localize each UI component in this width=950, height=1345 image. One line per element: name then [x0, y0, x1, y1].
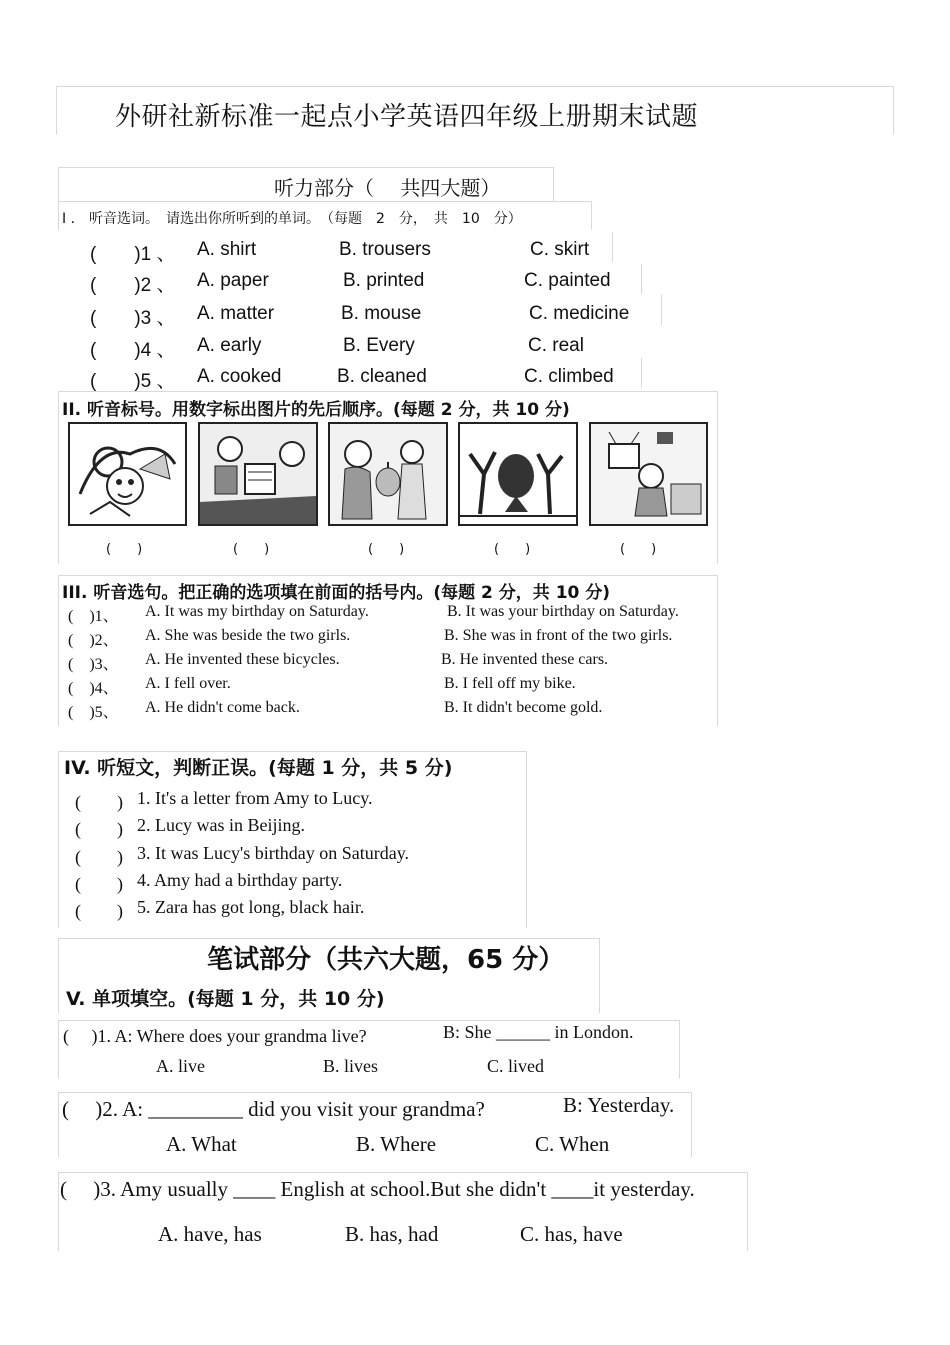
written-header: 笔试部分（共六大题，65 分） — [207, 945, 565, 975]
sec4-item-5-text: 5. Zara has got long, black hair. — [137, 897, 365, 917]
q3-stem: ( )3. Amy usually ____ English at school.But she didn't ____it yesterday. — [60, 1177, 695, 1201]
sec1-item-5-c: C. climbed — [524, 366, 614, 387]
sec1-item-1-c: C. skirt — [530, 239, 590, 260]
sec2-paren-5[interactable]: ( ) — [620, 542, 657, 557]
sec4-item-4-text: 4. Amy had a birthday party. — [137, 870, 343, 890]
giving-gift-picture — [328, 422, 448, 526]
sec1-heading: I ． 听音选词。 请选出你所听到的单词。 （每题 2 分， 共 10 分） — [62, 211, 522, 227]
sec4-heading: IV. 听短文，判断正误。(每题 1 分，共 5 分) — [64, 757, 453, 779]
sec3-item-4-a: A. I fell over. — [145, 675, 231, 692]
q2-b-part: B: Yesterday. — [563, 1093, 675, 1117]
classroom-picture — [198, 422, 318, 526]
sec1-item-2-c: C. painted — [524, 270, 611, 291]
q2-option-b[interactable]: B. Where — [356, 1132, 437, 1156]
sec1-row-edge-1 — [612, 232, 613, 262]
sec3-item-1-b: B. It was your birthday on Saturday. — [447, 603, 679, 620]
sec4-item-2-paren[interactable]: ( ) — [75, 819, 123, 839]
sec3-item-2-a: A. She was beside the two girls. — [145, 627, 351, 644]
tv-room-picture — [589, 422, 708, 526]
sec3-item-2-num: ( )2、 — [68, 632, 119, 649]
sec3-item-5-a: A. He didn't come back. — [145, 699, 300, 716]
sec1-item-1-paren: ( )1 、 — [90, 244, 176, 265]
sec3-item-5-num: ( )5、 — [68, 704, 119, 721]
q1-option-c[interactable]: C. lived — [487, 1056, 544, 1076]
sec1-item-5-a: A. cooked — [197, 366, 282, 387]
sec4-item-3-paren[interactable]: ( ) — [75, 847, 123, 867]
sec2-heading: II. 听音标号。用数字标出图片的先后顺序。(每题 2 分，共 10 分) — [62, 400, 570, 420]
q2-option-c[interactable]: C. When — [535, 1132, 610, 1156]
page-title: 外研社新标准一起点小学英语四年级上册期末试题 — [115, 102, 699, 132]
sec1-item-2-a: A. paper — [197, 270, 269, 291]
q1-option-a[interactable]: A. live — [156, 1056, 205, 1076]
q2-stem: ( )2. A: _________ did you visit your grandma? — [62, 1097, 485, 1121]
sec4-item-1-paren[interactable]: ( ) — [75, 792, 123, 812]
trees-picture — [458, 422, 578, 526]
sec1-item-4-paren: ( )4 、 — [90, 340, 176, 361]
sec4-item-5-paren[interactable]: ( ) — [75, 901, 123, 921]
sec1-item-3-a: A. matter — [197, 303, 275, 324]
sec1-item-4-a: A. early — [197, 335, 262, 356]
sec1-row-edge-2 — [641, 264, 642, 294]
sec2-paren-3[interactable]: ( ) — [368, 542, 405, 557]
sec3-item-3-a: A. He invented these bicycles. — [145, 651, 340, 668]
sec3-item-1-num: ( )1、 — [68, 608, 119, 625]
sec3-heading: III. 听音选句。把正确的选项填在前面的括号内。(每题 2 分，共 10 分) — [62, 583, 611, 603]
sec4-item-2-text: 2. Lucy was in Beijing. — [137, 815, 305, 835]
sec3-item-3-num: ( )3、 — [68, 656, 119, 673]
sec1-item-1-b: B. trousers — [339, 239, 431, 260]
sec1-row-edge-3 — [661, 295, 662, 325]
q1-option-b[interactable]: B. lives — [323, 1056, 379, 1076]
q2-option-a[interactable]: A. What — [166, 1132, 237, 1156]
sec3-item-4-num: ( )4、 — [68, 680, 119, 697]
sec2-paren-2[interactable]: ( ) — [233, 542, 270, 557]
sec3-item-3-b: B. He invented these cars. — [441, 651, 609, 668]
q3-option-b[interactable]: B. has, had — [345, 1222, 439, 1246]
sec3-item-2-b: B. She was in front of the two girls. — [444, 627, 673, 644]
sec3-item-1-a: A. It was my birthday on Saturday. — [145, 603, 369, 620]
q3-option-a[interactable]: A. have, has — [158, 1222, 262, 1246]
sec1-item-1-a: A. shirt — [197, 239, 257, 260]
sec1-row-edge-5 — [641, 358, 642, 388]
sec1-item-3-paren: ( )3 、 — [90, 308, 176, 329]
sec1-item-3-b: B. mouse — [341, 303, 422, 324]
sec1-item-5-paren: ( )5 、 — [90, 371, 176, 392]
sec5-heading: V. 单项填空。(每题 1 分，共 10 分) — [66, 988, 385, 1010]
mask-character-picture — [68, 422, 187, 526]
sec3-item-4-b: B. I fell off my bike. — [444, 675, 576, 692]
q1-stem: ( )1. A: Where does your grandma live? — [63, 1026, 367, 1046]
sec1-item-3-c: C. medicine — [529, 303, 630, 324]
listening-header: 听力部分（ 共四大题） — [274, 176, 501, 200]
sec3-item-5-b: B. It didn't become gold. — [444, 699, 603, 716]
q3-option-c[interactable]: C. has, have — [520, 1222, 623, 1246]
sec4-item-3-text: 3. It was Lucy's birthday on Saturday. — [137, 843, 410, 863]
sec1-item-4-c: C. real — [528, 335, 584, 356]
sec1-item-2-paren: ( )2 、 — [90, 275, 176, 296]
q1-b-part: B: She ______ in London. — [443, 1022, 634, 1042]
sec1-item-2-b: B. printed — [343, 270, 425, 291]
sec2-paren-4[interactable]: ( ) — [494, 542, 531, 557]
sec1-item-4-b: B. Every — [343, 335, 415, 356]
sec4-item-4-paren[interactable]: ( ) — [75, 874, 123, 894]
sec1-item-5-b: B. cleaned — [337, 366, 427, 387]
sec2-paren-1[interactable]: ( ) — [106, 542, 143, 557]
sec4-item-1-text: 1. It's a letter from Amy to Lucy. — [137, 788, 373, 808]
